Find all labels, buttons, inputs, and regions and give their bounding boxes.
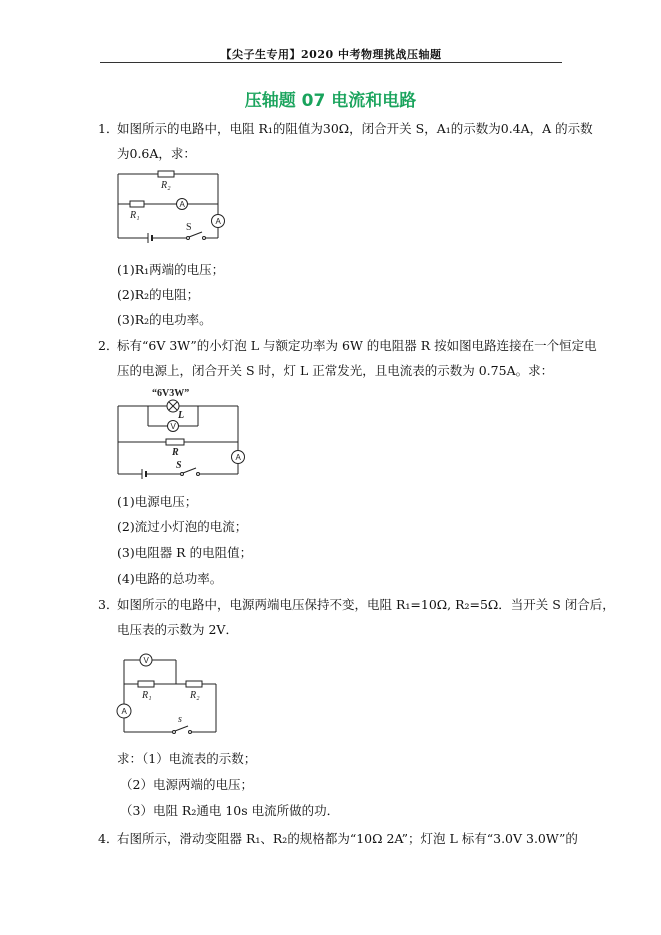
- q2-number: 2．: [98, 338, 119, 353]
- q1-sub-2: (2)R₂的电阻；: [117, 287, 200, 302]
- q3-switch-label: s: [178, 714, 182, 725]
- q2-sub-4: (4)电路的总功率。: [117, 571, 223, 586]
- q1-circuit-diagram: [110, 166, 240, 248]
- q3-text-line2: 电压表的示数为 2V．: [117, 622, 238, 637]
- page-title: 压轴题 07 电流和电路: [244, 91, 417, 111]
- q2-bulb-rating-label: “6V3W”: [152, 388, 190, 399]
- q2-switch-label: S: [176, 460, 182, 471]
- q4-text-line1: 右图所示，滑动变阻器 R₁、R₂的规格都为“10Ω 2A”；灯泡 L 标有“3.0V 3.0W”的: [117, 831, 578, 846]
- q2-lamp-label: L: [178, 410, 185, 421]
- page-header: 【尖子生专用】2020 中考物理挑战压轴题: [220, 48, 442, 61]
- q3-sub-3: （3）电阻 R₂通电 10s 电流所做的功．: [120, 803, 340, 818]
- q3-r1-label: R₁: [142, 690, 152, 701]
- q2-sub-1: (1)电源电压；: [117, 494, 198, 509]
- q3-r2-label: R₂: [190, 690, 200, 701]
- q1-text-line1: 如图所示的电路中，电阻 R₁的阻值为30Ω，闭合开关 S，A₁的示数为0.4A，A 的示数: [117, 121, 593, 136]
- q3-sub-2: （2）电源两端的电压；: [120, 777, 253, 792]
- q1-number: 1．: [98, 121, 119, 136]
- q3-sub-1: 求：（1）电流表的示数；: [117, 751, 257, 766]
- svg-text:V: V: [170, 422, 176, 431]
- svg-text:A: A: [215, 217, 221, 226]
- q3-text-line1: 如图所示的电路中，电源两端电压保持不变，电阻 R₁=10Ω, R₂=5Ω．当开关 S 闭合后，: [117, 597, 615, 612]
- q3-number: 3．: [98, 597, 119, 612]
- q2-text-line2: 压的电源上，闭合开关 S 时，灯 L 正常发光，且电流表的示数为 0.75A。求：: [117, 363, 554, 378]
- q2-text-line1: 标有“6V 3W”的小灯泡 L 与额定功率为 6W 的电阻器 R 按如图电路连接在一个恒定电: [117, 338, 597, 353]
- q1-text-line2: 为0.6A，求：: [117, 146, 196, 161]
- header-divider: [100, 62, 562, 63]
- q2-resistor-label: R: [172, 447, 179, 458]
- svg-text:A: A: [121, 707, 127, 716]
- q1-r1-label: R₁: [130, 210, 140, 221]
- svg-text:V: V: [143, 656, 149, 665]
- q2-circuit-diagram: [110, 386, 250, 486]
- q2-sub-3: (3)电阻器 R 的电阻值；: [117, 545, 253, 560]
- q1-switch-label: S: [186, 222, 192, 233]
- q1-r2-label: R₂: [161, 180, 171, 191]
- q2-sub-2: (2)流过小灯泡的电流；: [117, 519, 248, 534]
- q4-number: 4．: [98, 831, 119, 846]
- q1-sub-3: (3)R₂的电功率。: [117, 312, 212, 327]
- q1-sub-1: (1)R₁两端的电压；: [117, 262, 225, 277]
- svg-text:A: A: [179, 200, 185, 209]
- svg-text:A: A: [235, 453, 241, 462]
- q3-circuit-diagram: [110, 648, 230, 738]
